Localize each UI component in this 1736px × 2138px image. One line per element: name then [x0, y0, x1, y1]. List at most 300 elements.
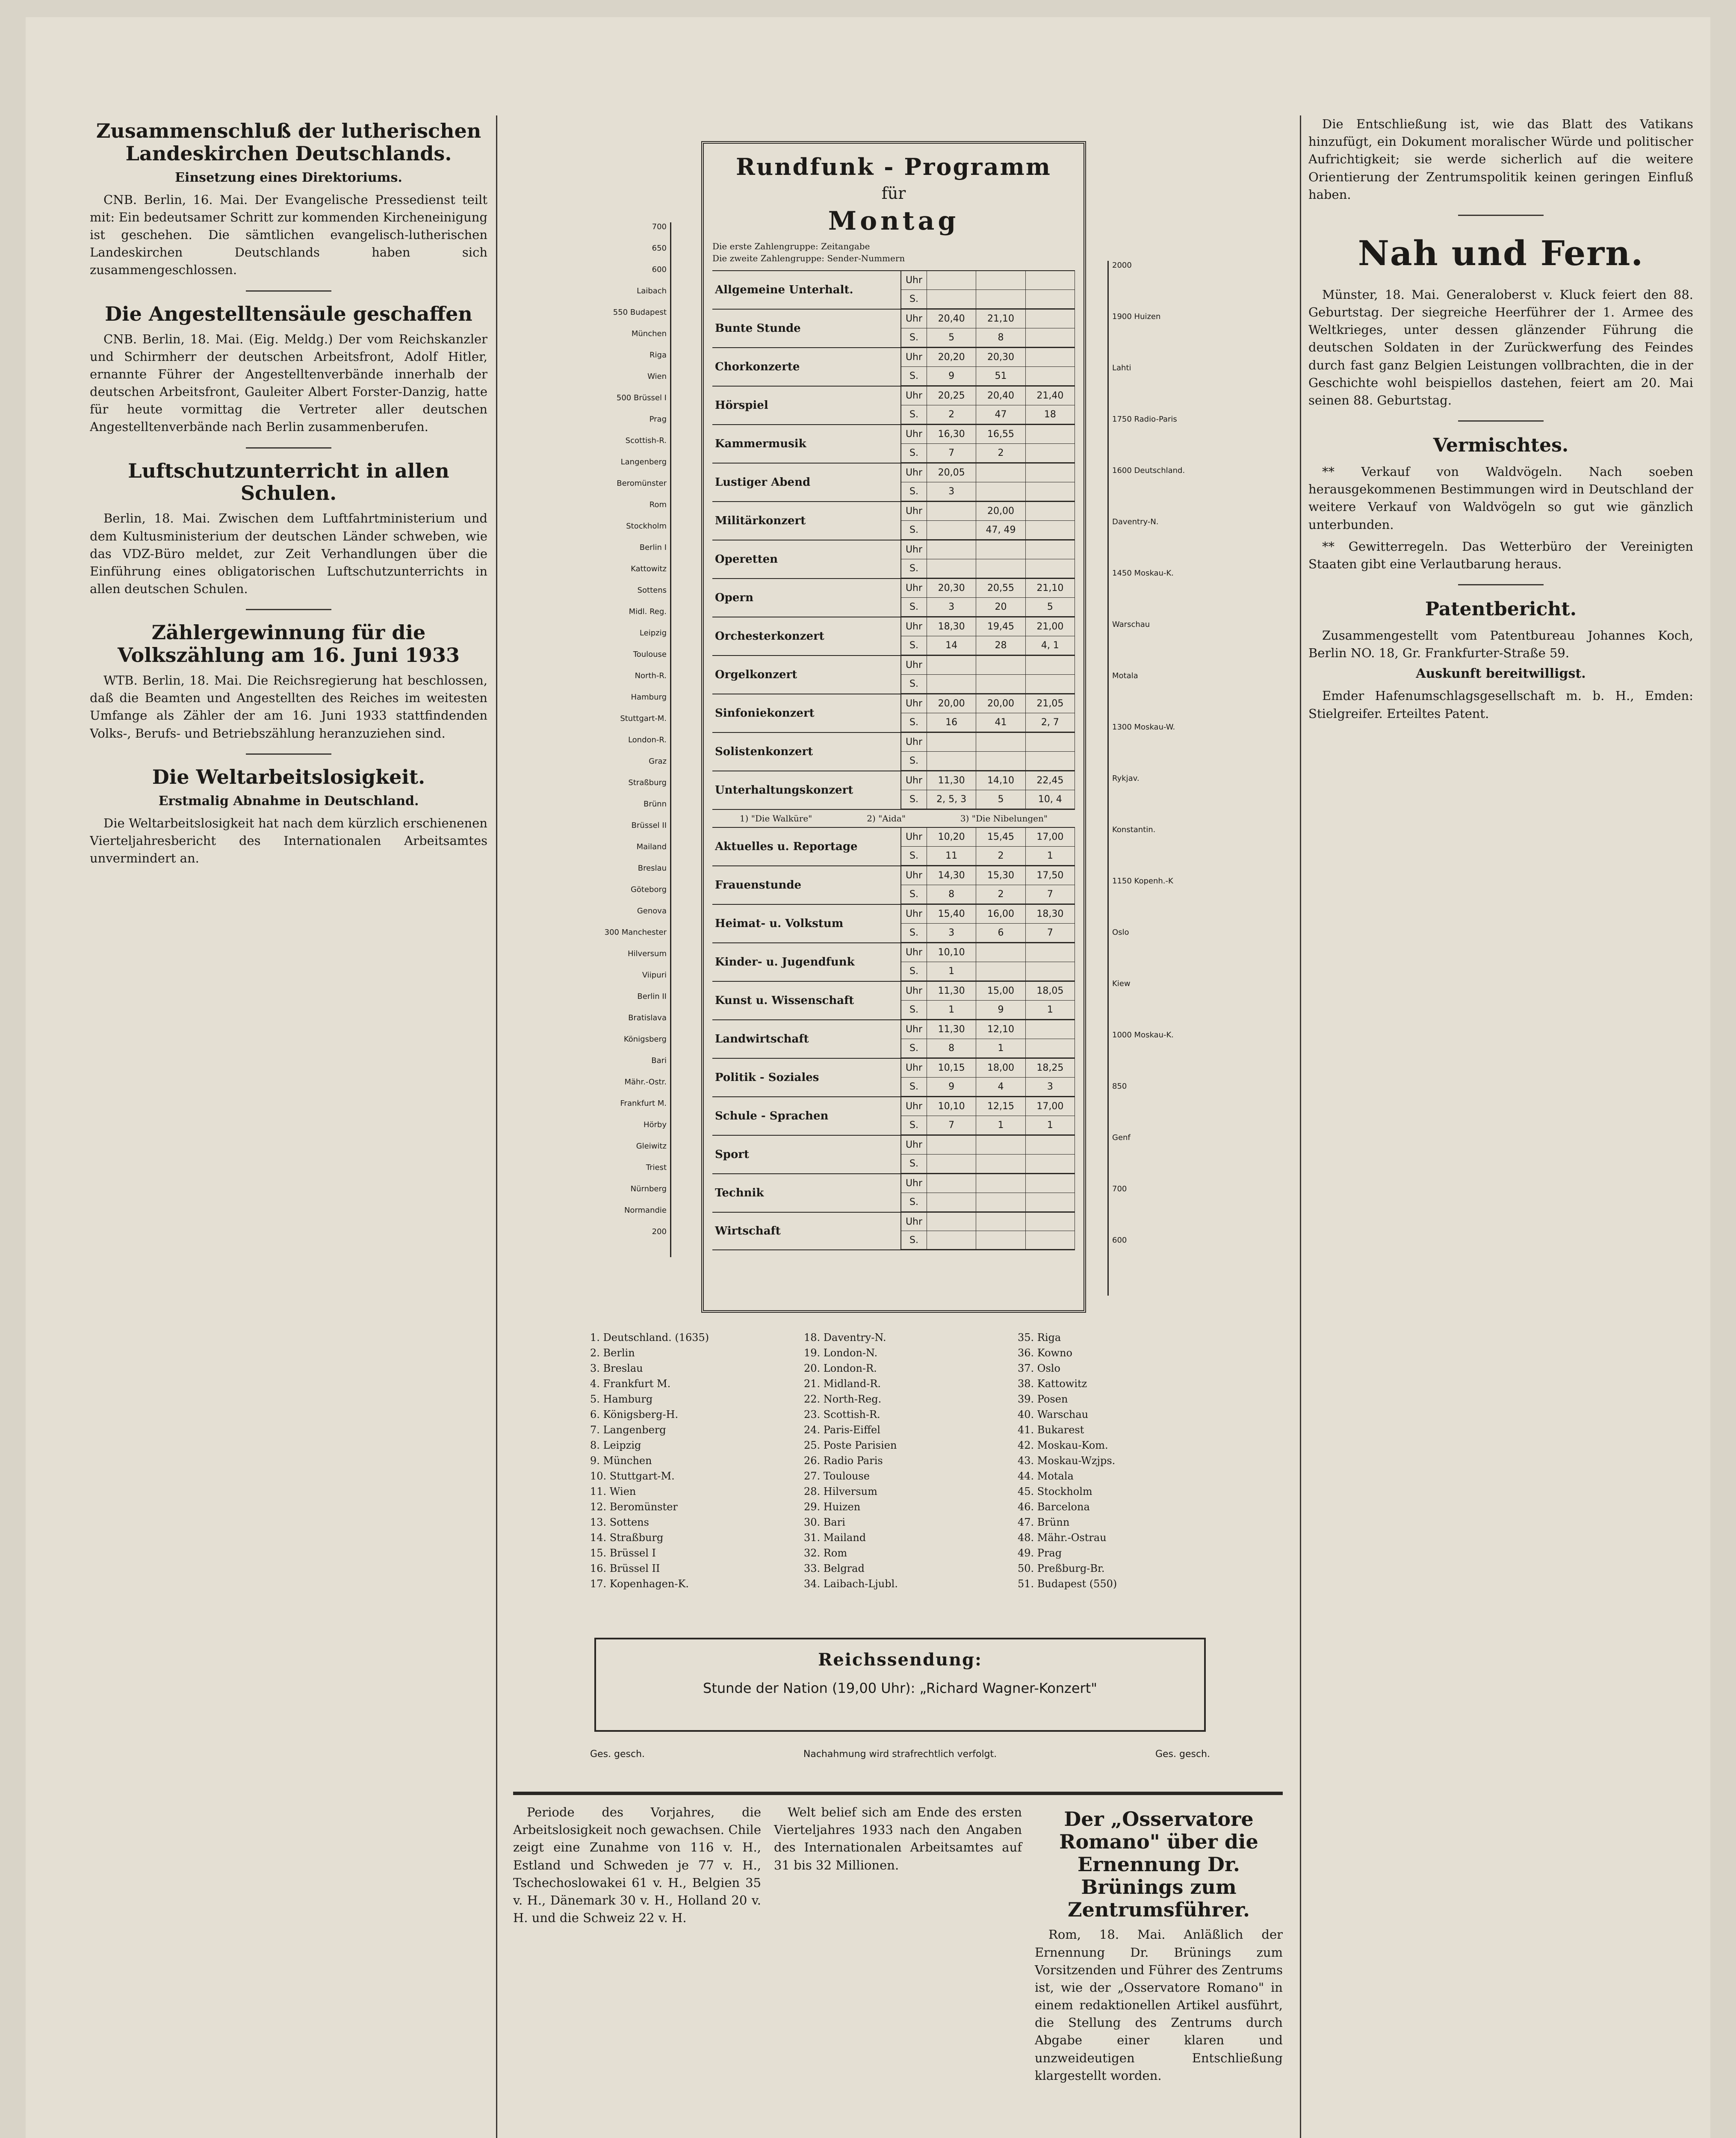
program-time	[1026, 310, 1075, 328]
scale-tick: Gleiwitz	[636, 1142, 667, 1151]
program-name: Heimat- u. Volkstum	[715, 917, 844, 930]
program-station	[927, 675, 976, 694]
program-time: 21,10	[1026, 579, 1075, 598]
s-label: S.	[901, 675, 927, 694]
scale-tick: Mähr.-Ostr.	[624, 1078, 667, 1087]
scale-tick: Straßburg	[628, 778, 667, 787]
opera-notes	[712, 809, 1075, 827]
program-time	[976, 733, 1025, 752]
section-title: Patentbericht.	[1425, 598, 1577, 620]
program-station	[1026, 675, 1075, 694]
program-time	[1026, 464, 1075, 482]
scale-tick: 1000 Moskau-K.	[1112, 1031, 1174, 1039]
program-station	[927, 1193, 976, 1212]
scale-tick: Berlin II	[637, 992, 667, 1001]
program-row	[712, 732, 1075, 771]
program-station: 51	[976, 367, 1025, 386]
s-label: S.	[901, 328, 927, 347]
program-time: 15,30	[976, 866, 1025, 885]
program-times	[900, 828, 1075, 865]
program-name: Hörspiel	[715, 399, 768, 412]
program-station: 5	[1026, 598, 1075, 617]
program-time: 14,30	[927, 866, 976, 885]
scale-tick: Daventry-N.	[1112, 517, 1159, 526]
uhr-label: Uhr	[901, 348, 927, 367]
program-time	[976, 1174, 1025, 1193]
left-column	[90, 115, 487, 2138]
program-row	[712, 270, 1075, 309]
program-station: 1	[1026, 1001, 1075, 1019]
program-station: 16	[927, 713, 976, 732]
station-item: 39. Posen	[1018, 1393, 1068, 1405]
station-item: 36. Kowno	[1018, 1347, 1072, 1359]
program-station: 7	[927, 1116, 976, 1135]
uhr-label: Uhr	[901, 828, 927, 847]
program-station	[1026, 559, 1075, 578]
article-title: Die Weltarbeitslosigkeit.	[152, 765, 425, 788]
program-times	[900, 694, 1075, 732]
program-station: 14	[927, 636, 976, 655]
article-title: Zählergewinnung für die Volkszählung am 16. Juni 1933	[117, 621, 460, 667]
scale-tick: 1300 Moskau-W.	[1112, 723, 1175, 732]
station-item: 45. Stockholm	[1018, 1485, 1092, 1497]
program-row	[712, 694, 1075, 732]
station-item: 11. Wien	[590, 1485, 636, 1497]
program-station: 28	[976, 636, 1025, 655]
radio-program-box	[701, 141, 1086, 1313]
article-excerpt: CNB. Berlin, 16. Mai. Der Evangelische Pressedienst teilt mit: Ein bedeutsamer Schritt zur kommenden Kircheneinigung ist geschehen. Die sämtlichen evangelisch-lutherischen Landeskirchen Deutschlands haben sich zusammengeschlossen.	[90, 192, 487, 278]
program-row	[712, 1058, 1075, 1096]
program-station: 1	[1026, 847, 1075, 865]
station-item: 25. Poste Parisien	[804, 1439, 897, 1451]
station-column	[590, 1330, 804, 1592]
station-item: 16. Brüssel II	[590, 1562, 660, 1574]
article-excerpt: Emder Hafenumschlagsgesellschaft m. b. H., Emden: Stielgreifer. Erteiltes Patent.	[1308, 688, 1693, 721]
station-item: 30. Bari	[804, 1516, 845, 1528]
uhr-label: Uhr	[901, 771, 927, 790]
program-times	[900, 771, 1075, 809]
scale-tick: London-R.	[628, 735, 667, 744]
program-row	[712, 501, 1075, 540]
radio-fuer: für	[881, 184, 906, 203]
program-row	[712, 827, 1075, 865]
program-time: 20,40	[927, 310, 976, 328]
radio-note-line: Die zweite Zahlengruppe: Sender-Nummern	[712, 253, 905, 263]
program-station: 2	[927, 405, 976, 424]
station-item: 49. Prag	[1018, 1547, 1062, 1559]
program-time: 11,30	[927, 771, 976, 790]
program-times	[900, 733, 1075, 771]
program-row	[712, 617, 1075, 655]
column-rule	[1300, 115, 1301, 2138]
program-time	[976, 271, 1025, 290]
program-station	[1026, 482, 1075, 501]
uhr-label: Uhr	[901, 1174, 927, 1193]
station-item: 35. Riga	[1018, 1332, 1061, 1344]
program-row	[712, 463, 1075, 501]
uhr-label: Uhr	[901, 617, 927, 636]
article-title: Luftschutzunterricht in allen Schulen.	[128, 459, 449, 505]
program-time	[1026, 425, 1075, 444]
program-station: 3	[927, 482, 976, 501]
uhr-label: Uhr	[901, 271, 927, 290]
program-row	[712, 1135, 1075, 1173]
s-label: S.	[901, 290, 927, 309]
program-time: 15,40	[927, 905, 976, 924]
station-item: 7. Langenberg	[590, 1424, 666, 1436]
program-row	[712, 942, 1075, 981]
scale-tick: Königsberg	[623, 1035, 667, 1044]
program-station: 2	[976, 847, 1025, 865]
program-station: 2	[976, 885, 1025, 904]
program-time	[976, 943, 1025, 962]
scale-tick: Beromünster	[617, 479, 667, 488]
program-name: Landwirtschaft	[715, 1033, 809, 1045]
program-times	[900, 348, 1075, 386]
scale-tick: Rom	[649, 500, 667, 509]
scale-tick: 650	[652, 244, 667, 253]
program-time	[927, 271, 976, 290]
program-station: 7	[1026, 885, 1075, 904]
program-time	[1026, 1174, 1075, 1193]
program-station	[1026, 521, 1075, 540]
program-times	[900, 579, 1075, 617]
program-row	[712, 655, 1075, 694]
program-name: Frauenstunde	[715, 879, 802, 892]
scale-tick: 700	[652, 222, 667, 231]
program-name: Sinfoniekonzert	[715, 707, 815, 720]
middle-column	[505, 115, 1291, 2138]
separator	[246, 290, 331, 292]
scale-tick: Rykjav.	[1112, 774, 1140, 783]
program-station: 9	[927, 1078, 976, 1096]
scale-tick: Normandie	[624, 1206, 667, 1215]
program-name: Unterhaltungskonzert	[715, 784, 853, 797]
scale-tick: 500 Brüssel I	[616, 393, 667, 402]
program-station	[927, 290, 976, 309]
program-time: 11,30	[927, 982, 976, 1001]
scale-tick: Frankfurt M.	[620, 1099, 667, 1108]
program-time: 18,05	[1026, 982, 1075, 1001]
program-name: Opern	[715, 591, 753, 604]
station-item: 4. Frankfurt M.	[590, 1378, 671, 1390]
uhr-label: Uhr	[901, 425, 927, 444]
program-name: Technik	[715, 1187, 764, 1199]
program-times	[900, 1136, 1075, 1173]
reichssendung-line: Stunde der Nation (19,00 Uhr): „Richard Wagner-Konzert"	[703, 1680, 1097, 1696]
station-item: 2. Berlin	[590, 1347, 635, 1359]
program-times	[900, 310, 1075, 347]
program-row	[712, 1019, 1075, 1058]
program-times	[900, 1059, 1075, 1096]
program-time	[976, 464, 1025, 482]
station-item: 48. Mähr.-Ostrau	[1018, 1532, 1107, 1544]
program-time	[927, 656, 976, 675]
program-time: 20,55	[976, 579, 1025, 598]
station-item: 15. Brüssel I	[590, 1547, 656, 1559]
program-times	[900, 387, 1075, 424]
program-station: 7	[1026, 924, 1075, 942]
program-times	[900, 502, 1075, 540]
article-excerpt: Die Weltarbeitslosigkeit hat nach dem kürzlich erschienenen Vierteljahresbericht des Internationalen Arbeitsamtes unvermindert an.	[90, 815, 487, 865]
scale-tick: Breslau	[638, 864, 667, 873]
program-times	[900, 1213, 1075, 1249]
scale-tick: Triest	[646, 1163, 667, 1172]
scale-tick: 1600 Deutschland.	[1112, 466, 1185, 475]
program-station: 11	[927, 847, 976, 865]
scale-tick: Toulouse	[633, 650, 667, 659]
program-time: 17,50	[1026, 866, 1075, 885]
scale-tick: Scottish-R.	[625, 436, 667, 445]
station-item: 46. Barcelona	[1018, 1501, 1090, 1513]
uhr-label: Uhr	[901, 1213, 927, 1231]
program-time: 20,00	[927, 694, 976, 713]
station-item: 13. Sottens	[590, 1516, 649, 1528]
program-station	[976, 1193, 1025, 1212]
station-item: 50. Preßburg-Br.	[1018, 1562, 1105, 1574]
uhr-label: Uhr	[901, 540, 927, 559]
program-station: 2	[976, 444, 1025, 463]
article-excerpt: Welt belief sich am Ende des ersten Vierteljahres 1933 nach den Angaben des Internationalen Arbeitsamtes auf 31 bis 32 Millionen.	[774, 1805, 1022, 1872]
program-station: 2, 5, 3	[927, 790, 976, 809]
program-time	[976, 1136, 1025, 1155]
scale-tick: Oslo	[1112, 928, 1129, 937]
program-station: 5	[927, 328, 976, 347]
station-item: 32. Rom	[804, 1547, 847, 1559]
program-times	[900, 464, 1075, 501]
program-name: Aktuelles u. Reportage	[715, 840, 858, 853]
scale-tick: 550 Budapest	[613, 308, 667, 317]
bottom-articles	[513, 1792, 1283, 2089]
scale-tick: Lahti	[1112, 363, 1131, 372]
right-column	[1308, 115, 1693, 2138]
program-station: 47	[976, 405, 1025, 424]
program-time: 20,40	[976, 387, 1025, 405]
scale-tick: Leipzig	[639, 629, 667, 638]
scale-tick: Bratislava	[628, 1013, 667, 1022]
station-item: 5. Hamburg	[590, 1393, 653, 1405]
program-station: 7	[927, 444, 976, 463]
uhr-label: Uhr	[901, 1020, 927, 1039]
scale-tick: Genf	[1112, 1133, 1131, 1142]
program-time	[927, 502, 976, 521]
station-column	[1018, 1330, 1231, 1592]
program-name: Kunst u. Wissenschaft	[715, 994, 854, 1007]
program-time	[1026, 348, 1075, 367]
program-station: 4, 1	[1026, 636, 1075, 655]
program-station	[1026, 962, 1075, 981]
station-item: 43. Moskau-Wzjps.	[1018, 1455, 1116, 1467]
program-row	[712, 578, 1075, 617]
uhr-label: Uhr	[901, 943, 927, 962]
column-rule	[496, 115, 497, 2138]
scale-tick: 600	[652, 265, 667, 274]
program-station: 18	[1026, 405, 1075, 424]
station-item: 27. Toulouse	[804, 1470, 870, 1482]
program-station: 3	[1026, 1078, 1075, 1096]
program-station	[976, 290, 1025, 309]
article-excerpt: Die Entschließung ist, wie das Blatt des Vatikans hinzufügt, ein Dokument moralischer Würde und politischer Aufrichtigkeit; sie werde sicherlich auf die weitere Orientierung der Zentrumspolitik keinen geringen Einfluß haben.	[1308, 117, 1693, 202]
s-label: S.	[901, 521, 927, 540]
s-label: S.	[901, 1001, 927, 1019]
scale-tick: Stuttgart-M.	[620, 714, 667, 723]
program-station: 3	[927, 598, 976, 617]
program-time	[1026, 1213, 1075, 1231]
scale-tick: Viipuri	[642, 971, 667, 980]
scale-tick: 850	[1112, 1082, 1127, 1091]
program-time: 10,10	[927, 943, 976, 962]
program-name: Bunte Stunde	[715, 322, 801, 335]
program-time: 21,10	[976, 310, 1025, 328]
station-item: 21. Midland-R.	[804, 1378, 881, 1390]
footer-mid: Nachahmung wird strafrechtlich verfolgt.	[803, 1749, 997, 1760]
s-label: S.	[901, 713, 927, 732]
program-time: 11,30	[927, 1020, 976, 1039]
scale-tick: 300 Manchester	[604, 928, 667, 937]
uhr-label: Uhr	[901, 866, 927, 885]
program-row	[712, 540, 1075, 578]
program-name: Chorkonzerte	[715, 360, 800, 373]
program-name: Operetten	[715, 553, 778, 566]
separator	[246, 753, 331, 755]
program-time: 20,20	[927, 348, 976, 367]
program-time	[1026, 733, 1075, 752]
scale-tick: Stockholm	[626, 522, 667, 531]
program-name: Allgemeine Unterhalt.	[715, 283, 853, 296]
program-time: 15,00	[976, 982, 1025, 1001]
program-name: Solistenkonzert	[715, 745, 813, 758]
program-name: Militärkonzert	[715, 514, 806, 527]
station-item: 3. Breslau	[590, 1362, 643, 1374]
uhr-label: Uhr	[901, 1097, 927, 1116]
program-row	[712, 981, 1075, 1019]
s-label: S.	[901, 790, 927, 809]
station-column	[804, 1330, 1018, 1592]
uhr-label: Uhr	[901, 905, 927, 924]
program-time: 18,00	[976, 1059, 1025, 1078]
wavelength-scale-right	[1107, 261, 1236, 1296]
separator	[1458, 420, 1544, 422]
program-station: 8	[976, 328, 1025, 347]
station-item: 51. Budapest (550)	[1018, 1578, 1117, 1590]
station-item: 47. Brünn	[1018, 1516, 1070, 1528]
program-station	[927, 1231, 976, 1249]
program-row	[712, 347, 1075, 386]
article-subtitle: Erstmalig Abnahme in Deutschland.	[158, 793, 419, 809]
s-label: S.	[901, 559, 927, 578]
opera-note: 2) "Aida"	[867, 813, 906, 824]
program-time: 16,00	[976, 905, 1025, 924]
program-station: 1	[1026, 1116, 1075, 1135]
uhr-label: Uhr	[901, 387, 927, 405]
radio-note-line: Die erste Zahlengruppe: Zeitangabe	[712, 241, 870, 251]
program-station: 5	[976, 790, 1025, 809]
s-label: S.	[901, 1193, 927, 1212]
program-time: 19,45	[976, 617, 1025, 636]
program-name: Kammermusik	[715, 437, 806, 450]
program-station	[976, 962, 1025, 981]
scale-tick: Konstantin.	[1112, 825, 1156, 834]
patent-source: Zusammengestellt vom Patentbureau Johannes Koch, Berlin NO. 18, Gr. Frankfurter-Straße 59.	[1308, 628, 1693, 661]
program-times	[900, 271, 1075, 309]
program-time: 20,25	[927, 387, 976, 405]
scale-tick: Sottens	[637, 586, 667, 595]
program-name: Lustiger Abend	[715, 476, 811, 489]
program-station: 1	[976, 1039, 1025, 1058]
program-row	[712, 309, 1075, 347]
scale-tick: 1900 Huizen	[1112, 312, 1161, 321]
radio-title: Rundfunk - Programm	[736, 153, 1051, 180]
program-time: 21,00	[1026, 617, 1075, 636]
article-excerpt: ** Gewitterregeln. Das Wetterbüro der Vereinigten Staaten gibt eine Verlautbarung heraus.	[1308, 539, 1693, 571]
program-station	[976, 559, 1025, 578]
station-item: 10. Stuttgart-M.	[590, 1470, 675, 1482]
program-station: 9	[927, 367, 976, 386]
program-time	[1026, 656, 1075, 675]
program-row	[712, 1096, 1075, 1135]
scale-tick: Kattowitz	[631, 564, 667, 573]
uhr-label: Uhr	[901, 656, 927, 675]
scale-tick: Hörby	[643, 1120, 667, 1129]
article-excerpt: WTB. Berlin, 18. Mai. Die Reichsregierung hat beschlossen, daß die Beamten und Angestellten des Reiches im weitesten Umfange als Zähler der am 16. Juni 1933 stattfindenden Volks-, Berufs- und Betriebszählung heranzuziehen sind.	[90, 673, 487, 741]
program-row	[712, 1212, 1075, 1250]
station-item: 18. Daventry-N.	[804, 1332, 886, 1344]
separator	[1458, 215, 1544, 216]
program-time: 18,30	[927, 617, 976, 636]
uhr-label: Uhr	[901, 982, 927, 1001]
separator	[246, 447, 331, 449]
s-label: S.	[901, 636, 927, 655]
program-name: Wirtschaft	[715, 1225, 781, 1237]
program-station: 1	[927, 962, 976, 981]
program-station: 1	[976, 1116, 1025, 1135]
program-time: 12,10	[976, 1020, 1025, 1039]
scale-tick: 1750 Radio-Paris	[1112, 415, 1177, 424]
program-time: 20,30	[927, 579, 976, 598]
uhr-label: Uhr	[901, 310, 927, 328]
program-time	[1026, 1020, 1075, 1039]
program-station	[1026, 1193, 1075, 1212]
program-station	[927, 1155, 976, 1173]
scale-tick: Göteborg	[630, 885, 667, 894]
article-excerpt: Münster, 18. Mai. Generaloberst v. Kluck feiert den 88. Geburtstag. Der siegreiche Heerführer der 1. Armee des Weltkrieges, unter dessen glänzender Führung die deutschen Soldaten in der Zurückwerfung des Feindes durch fast ganz Belgien Leistungen vollbrachten, die in der Geschichte wohl beispiellos dastehen, feiert am 20. Mai seinen 88. Geburtstag.	[1308, 287, 1693, 408]
program-time	[976, 1213, 1025, 1231]
s-label: S.	[901, 367, 927, 386]
program-station	[1026, 290, 1075, 309]
station-item: 31. Mailand	[804, 1532, 866, 1544]
scale-tick: München	[631, 329, 667, 338]
program-time	[1026, 502, 1075, 521]
program-station	[976, 482, 1025, 501]
article-excerpt: Berlin, 18. Mai. Zwischen dem Luftfahrtministerium und dem Kultusministerium der deutschen Länder schweben, wie das VDZ-Büro meldet, zur Zeit Verhandlungen über die Einführung eines obligatorischen Luftschutzunterrichts in allen deutschen Schulen.	[90, 511, 487, 597]
article-excerpt: ** Verkauf von Waldvögeln. Nach soeben herausgekommenen Bestimmungen wird in Deutschland der weitere Verkauf von Waldvögeln so gut wie gänzlich unterbunden.	[1308, 464, 1693, 532]
program-station: 8	[927, 1039, 976, 1058]
program-name: Kinder- u. Jugendfunk	[715, 956, 855, 969]
program-row	[712, 1173, 1075, 1212]
program-time	[927, 540, 976, 559]
s-label: S.	[901, 1078, 927, 1096]
program-time: 21,05	[1026, 694, 1075, 713]
article-excerpt: Rom, 18. Mai. Anläßlich der Ernennung Dr. Brünings zum Vorsitzenden und Führer des Zentrums ist, wie der „Osservatore Romano" in einem redaktionellen Artikel ausführt, die Stellung des Zentrums durch Abgabe einer klaren und unzweideutigen Entschließung klargestellt worden.	[1035, 1927, 1283, 2083]
program-station	[927, 559, 976, 578]
program-time: 18,30	[1026, 905, 1075, 924]
station-item: 34. Laibach-Ljubl.	[804, 1578, 898, 1590]
scale-tick: 200	[652, 1227, 667, 1236]
s-label: S.	[901, 1039, 927, 1058]
program-times	[900, 617, 1075, 655]
station-item: 38. Kattowitz	[1018, 1378, 1087, 1390]
station-item: 33. Belgrad	[804, 1562, 865, 1574]
